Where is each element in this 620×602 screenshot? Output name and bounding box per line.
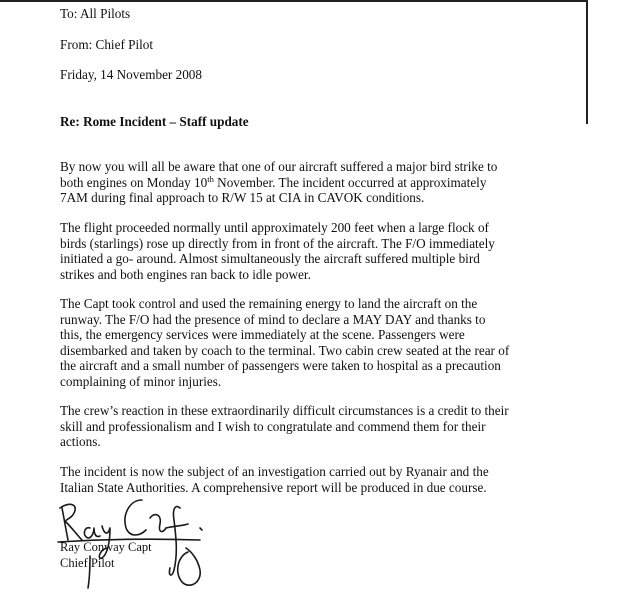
memo-date: Friday, 14 November 2008: [60, 67, 202, 82]
paragraph-1: [60, 159, 530, 206]
paragraph-5: [60, 464, 530, 495]
paragraph-line: birds (starlings) rose up directly from in front of the aircraft. The F/O immediately: [60, 235, 495, 251]
paragraph-line: Italian State Authorities. A comprehensive report will be produced in due course.: [60, 479, 487, 495]
paragraph-line: The incident is now the subject of an investigation carried out by Ryanair and the: [60, 464, 489, 479]
paragraph-3: [60, 296, 530, 389]
signatory-title: Chief Pilot: [60, 556, 115, 570]
paragraph-line: actions.: [60, 434, 101, 449]
line-segment: both engines on Monday 10: [60, 174, 208, 190]
paragraph-line: runway. The F/O had the presence of mind to declare a MAY DAY and thanks to: [60, 311, 486, 327]
paragraph-line: this, the emergency services were immediately at the scene. Passengers were: [60, 327, 465, 342]
page-frame-right: [586, 0, 588, 124]
page-frame-top: [0, 0, 588, 2]
paragraph-line: initiated a go- around. Almost simultaneously the aircraft suffered multiple bird: [60, 251, 480, 266]
memo-from: From: Chief Pilot: [60, 37, 154, 52]
paragraph-line: The crew’s reaction in these extraordinarily difficult circumstances is a credit to their: [60, 403, 509, 418]
signatory-name: Ray Conway Capt: [60, 540, 152, 554]
paragraph-4: [60, 403, 530, 450]
paragraph-line: the aircraft and a small number of passengers were taken to hospital as a precaution: [60, 358, 501, 373]
paragraph-line: disembarked and taken by coach to the terminal. Two cabin crew seated at the rear of: [60, 342, 510, 358]
paragraph-line: skill and professionalism and I wish to congratulate and commend them for their: [60, 418, 486, 434]
paragraph-line: strikes and both engines ran back to idle power.: [60, 266, 311, 282]
paragraph-line: The flight proceeded normally until approximately 200 feet when a large flock of: [60, 220, 489, 235]
memo-to: To: All Pilots: [60, 6, 131, 21]
paragraph-line: 7AM during final approach to R/W 15 at CIA in CAVOK conditions.: [60, 190, 425, 205]
paragraph-line: By now you will all be aware that one of our aircraft suffered a major bird strike to: [60, 159, 498, 174]
paragraph-line: [60, 175, 530, 191]
memo-subject: Re: Rome Incident – Staff update: [60, 114, 249, 129]
paragraph-line: complaining of minor injuries.: [60, 373, 222, 389]
ordinal-suffix: th: [207, 173, 214, 184]
paragraph-line: The Capt took control and used the remaining energy to land the aircraft on the: [60, 296, 478, 311]
paragraph-2: [60, 220, 530, 282]
line-segment: November. The incident occurred at approximately: [213, 174, 487, 190]
